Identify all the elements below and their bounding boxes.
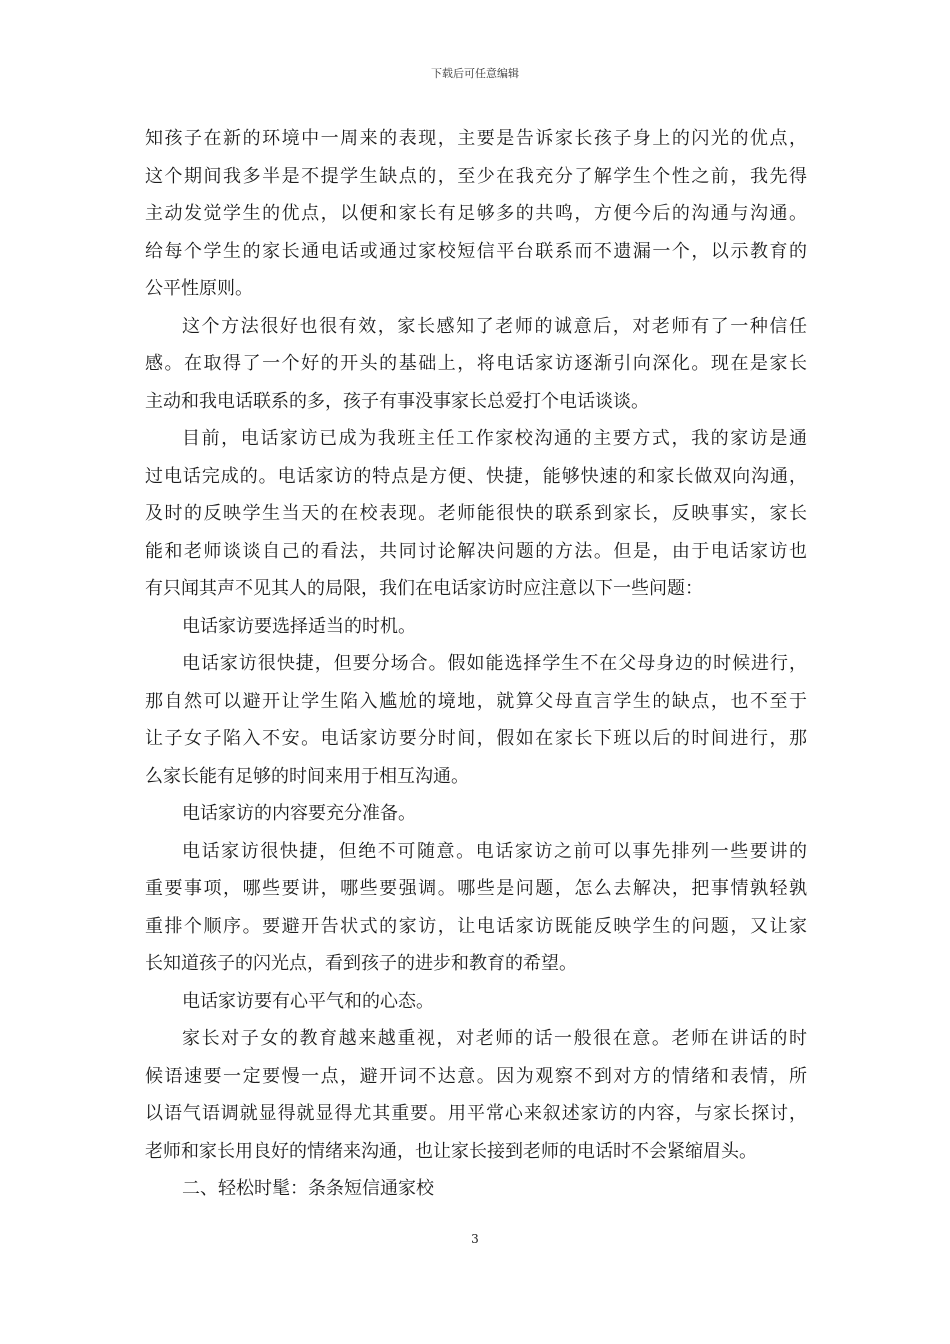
text-line: 这个期间我多半是不提学生缺点的，至少在我充分了解学生个性之前，我先得 (145, 165, 807, 187)
text-line: 过电话完成的。电话家访的特点是方便、快捷，能够快速的和家长做双向沟通， (145, 465, 807, 487)
text-line: 那自然可以避开让学生陷入尴尬的境地，就算父母直言学生的缺点，也不至于 (145, 690, 807, 712)
section-heading (145, 1170, 807, 1208)
text-line: 给每个学生的家长通电话或通过家校短信平台联系而不遗漏一个，以示教育的 (145, 240, 807, 262)
section-heading (145, 795, 807, 833)
paragraph (145, 420, 807, 608)
text-line: 电话家访的内容要充分准备。 (182, 803, 416, 824)
text-line: 目前，电话家访已成为我班主任工作家校沟通的主要方式，我的家访是通 (182, 428, 807, 449)
text-line: 么家长能有足够的时间来用于相互沟通。 (145, 765, 469, 787)
text-line: 能和老师谈谈自己的看法，共同讨论解决问题的方法。但是，由于电话家访也 (145, 540, 807, 562)
page-header: 下载后可任意编辑 (431, 67, 519, 80)
text-line: 老师和家长用良好的情绪来沟通，也让家长接到老师的电话时不会紧缩眉头。 (145, 1140, 757, 1162)
text-line: 公平性原则。 (145, 278, 253, 299)
text-line: 候语速要一定要慢一点，避开词不达意。因为观察不到对方的情绪和表情，所 (145, 1065, 807, 1087)
paragraph (145, 1020, 807, 1170)
text-line: 重排个顺序。要避开告状式的家访，让电话家访既能反映学生的问题，又让家 (145, 915, 807, 937)
text-line: 电话家访要有心平气和的心态。 (182, 990, 434, 1012)
text-line: 主动发觉学生的优点，以便和家长有足够多的共鸣，方便今后的沟通与沟通。 (145, 203, 807, 224)
text-line: 有只闻其声不见其人的局限，我们在电话家访时应注意以下一些问题： (145, 578, 703, 599)
text-line: 以语气语调就显得就显得尤其重要。用平常心来叙述家访的内容，与家长探讨， (145, 1103, 807, 1124)
text-line: 电话家访要选择适当的时机。 (182, 615, 416, 637)
paragraph (145, 308, 807, 421)
paragraph (145, 833, 807, 983)
text-line: 二、轻松时髦：条条短信通家校 (182, 1178, 434, 1199)
text-line: 长知道孩子的闪光点，看到孩子的进步和教育的希望。 (145, 953, 577, 974)
paragraph (145, 645, 807, 795)
text-line: 家长对子女的教育越来越重视，对老师的话一般很在意。老师在讲话的时 (182, 1028, 807, 1049)
text-line: 主动和我电话联系的多，孩子有事没事家长总爱打个电话谈谈。 (145, 390, 649, 412)
text-line: 知孩子在新的环境中一周来的表现，主要是告诉家长孩子身上的闪光的优点， (145, 128, 807, 149)
text-line: 及时的反映学生当天的在校表现。老师能很快的联系到家长，反映事实，家长 (145, 503, 807, 524)
page-number: 3 (471, 1232, 479, 1246)
text-line: 电话家访很快捷，但绝不可随意。电话家访之前可以事先排列一些要讲的 (182, 840, 807, 862)
section-heading (145, 983, 807, 1021)
section-heading (145, 608, 807, 646)
text-line: 这个方法很好也很有效，家长感知了老师的诚意后，对老师有了一种信任 (182, 315, 807, 337)
text-line: 重要事项，哪些要讲，哪些要强调。哪些是问题，怎么去解决，把事情孰轻孰 (145, 878, 807, 899)
paragraph (145, 120, 807, 308)
text-line: 让子女子陷入不安。电话家访要分时间，假如在家长下班以后的时间进行，那 (145, 728, 807, 749)
document-body (145, 120, 807, 1208)
text-line: 感。在取得了一个好的开头的基础上，将电话家访逐渐引向深化。现在是家长 (145, 353, 807, 374)
text-line: 电话家访很快捷，但要分场合。假如能选择学生不在父母身边的时候进行， (182, 653, 807, 674)
